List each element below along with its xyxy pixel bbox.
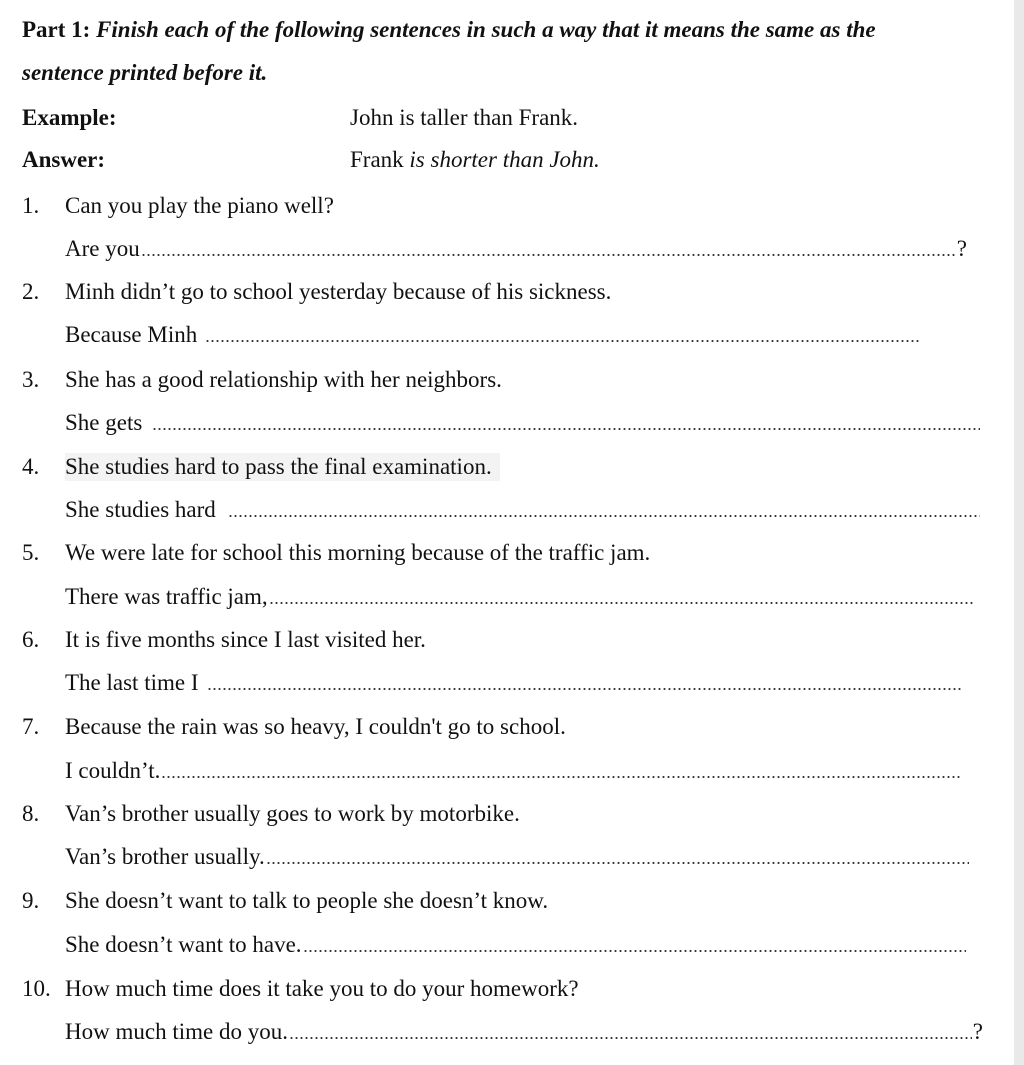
answer-line[interactable] <box>65 235 967 263</box>
answer-line[interactable] <box>65 843 970 871</box>
answer-prompt: Because Minh <box>65 322 198 347</box>
answer-prompt: She doesn’t want to have. <box>65 932 302 957</box>
instruction-line-2-row <box>22 59 267 87</box>
answer-blank[interactable] <box>152 425 980 431</box>
exercise-question: It is five months since I last visited her. <box>65 627 426 652</box>
answer-prompt: How much time do you. <box>65 1019 288 1044</box>
answer-blank[interactable] <box>228 512 980 518</box>
exercise-number: 4. <box>22 454 40 479</box>
exercise-question: Because the rain was so heavy, I couldn't go to school. <box>65 714 566 739</box>
answer-end: ? <box>956 236 967 261</box>
answer-end: ? <box>972 1019 983 1044</box>
instruction-line-2: sentence printed before it. <box>22 60 268 85</box>
answer-blank[interactable] <box>269 599 974 605</box>
exercise-number: 2. <box>22 279 40 304</box>
answer-blank[interactable] <box>289 1034 972 1040</box>
exercise-question: She studies hard to pass the final examination. <box>65 453 500 481</box>
exercise-question: Minh didn’t go to school yesterday because of his sickness. <box>65 279 612 304</box>
instruction-line-1: Finish each of the following sentences in such a way that it means the same as the <box>96 17 876 42</box>
exercise-question: How much time does it take you to do your homework? <box>65 976 579 1001</box>
answer-label: Answer: <box>22 147 106 172</box>
exercise-number: 5. <box>22 540 40 565</box>
part-label: Part 1: <box>22 17 97 42</box>
answer-line[interactable] <box>65 496 981 524</box>
exercise-question: She has a good relationship with her neighbors. <box>65 367 502 392</box>
answer-prompt: She gets <box>65 410 143 435</box>
answer-blank[interactable] <box>161 773 962 779</box>
answer-blank[interactable] <box>205 337 921 343</box>
answer-prompt: Van’s brother usually. <box>65 844 265 869</box>
answer-line[interactable] <box>65 321 922 349</box>
answer-line[interactable] <box>65 409 981 437</box>
answer-prompt: The last time I <box>65 670 199 695</box>
exercise-number: 7. <box>22 714 40 739</box>
answer-blank[interactable] <box>207 685 963 691</box>
answer-blank[interactable] <box>303 947 966 953</box>
exercise-question: Van’s brother usually goes to work by motorbike. <box>65 801 520 826</box>
answer-line[interactable] <box>65 1018 983 1046</box>
exercise-number: 1. <box>22 193 40 218</box>
example-label: Example: <box>22 105 117 130</box>
answer-sentence <box>350 146 600 174</box>
page-edge-shadow <box>1014 0 1024 1065</box>
answer-line[interactable] <box>65 669 963 697</box>
answer-prompt: I couldn’t. <box>65 758 161 783</box>
exercise-number: 9. <box>22 888 40 913</box>
answer-start: Frank <box>350 147 410 172</box>
answer-blank[interactable] <box>141 251 956 257</box>
instruction-heading <box>22 16 876 44</box>
answer-line[interactable] <box>65 583 975 611</box>
exercise-number: 8. <box>22 801 40 826</box>
exercise-question: She doesn’t want to talk to people she doesn’t know. <box>65 888 549 913</box>
answer-prompt: There was traffic jam, <box>65 584 268 609</box>
exercise-question: We were late for school this morning because of the traffic jam. <box>65 540 651 565</box>
exercise-number: 10. <box>22 976 51 1001</box>
answer-blank[interactable] <box>266 859 969 865</box>
exercise-number: 6. <box>22 627 40 652</box>
answer-line[interactable] <box>65 931 967 959</box>
exercise-number: 3. <box>22 367 40 392</box>
example-sentence: John is taller than Frank. <box>350 105 579 130</box>
answer-prompt: She studies hard <box>65 497 216 522</box>
exercise-question: Can you play the piano well? <box>65 193 334 218</box>
answer-line[interactable] <box>65 757 963 785</box>
answer-prompt: Are you <box>65 236 140 261</box>
answer-italic: is shorter than John. <box>409 147 600 172</box>
